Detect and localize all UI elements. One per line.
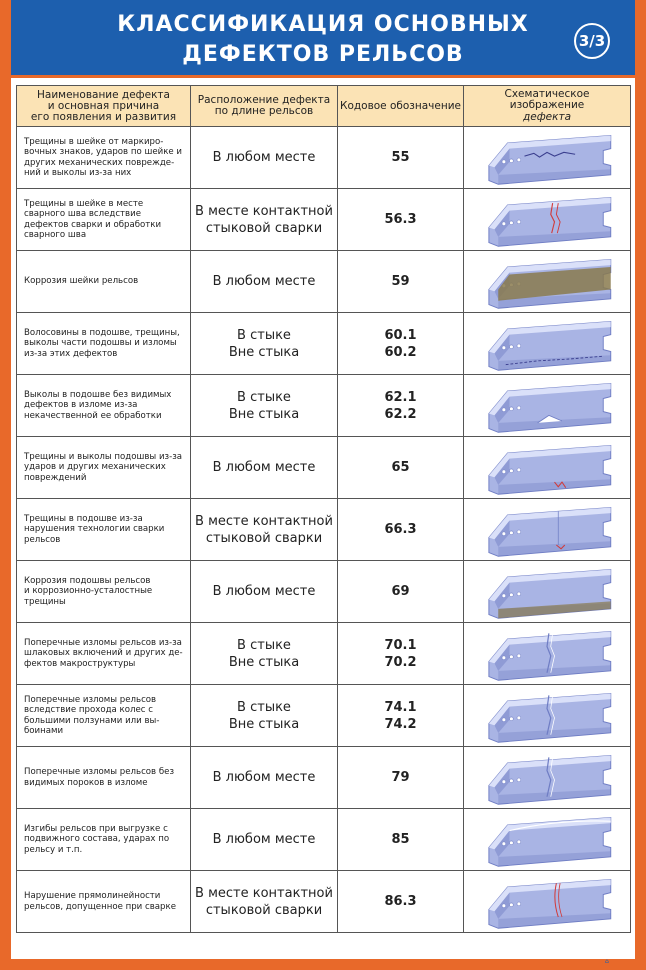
defect-name-line: Выколы в подошве без видимых [24,389,172,400]
defect-code [338,375,464,436]
rail-foot-crack-icon [467,438,627,498]
defect-image-cell [464,747,630,808]
rail-weld-crack-icon [467,190,627,250]
defect-name-line: сварного шва [24,230,87,240]
defect-name-line: Коррозия подошвы рельсов [24,575,151,586]
defect-location-line: Вне стыка [228,654,300,670]
col-header-location [191,86,338,126]
defect-location-line: В месте контактной [195,513,333,529]
defect-code [338,623,464,684]
defect-location [191,127,338,188]
defect-image-cell [464,127,630,188]
defect-location-line: В любом месте [212,460,316,475]
page-badge: 3/3 [574,23,610,59]
defect-name-line: рельсов [24,534,61,545]
defect-location [191,561,338,622]
defect-code-value: 62.2 [384,406,417,422]
table-row [16,499,631,561]
rail-foot-corrosion-icon [467,562,627,622]
defect-code-value: 55 [391,150,410,165]
table-row [16,375,631,437]
defect-location [191,623,338,684]
defect-code [338,499,464,560]
defect-name-line: шлаковых включений и других де- [24,648,183,659]
defect-name-line: Поперечные изломы рельсов из-за [24,637,182,648]
defect-code-value: 74.2 [384,716,417,732]
col-header-image-line: Схематическое [504,88,590,100]
defect-location-line: В стыке [237,699,291,715]
defect-name-line: боинами [24,726,64,736]
defect-code-value: 65 [391,460,410,475]
defect-name-line: рельсов, допущенное при сварке [24,901,176,912]
defect-location-line: Вне стыка [228,406,300,422]
defect-name [17,747,191,808]
defect-location-line: Вне стыка [228,716,300,732]
table-row [16,871,631,933]
defect-code-value: 66.3 [384,522,417,537]
defect-image-cell [464,313,630,374]
orange-frame-right [635,0,646,970]
defect-name-line: Коррозия шейки рельсов [24,276,139,287]
defect-location-line: В любом месте [212,832,316,847]
defect-name-line: ударов и других механических [24,462,166,473]
defect-location-line: стыковой сварки [205,530,323,546]
defect-location-line: В месте контактной [195,203,333,219]
defect-name-line: Волосовины в подошве, трещины, [24,327,180,338]
rail-foot-weld-crack-icon [467,500,627,560]
defect-name [17,809,191,870]
poster-header [11,0,635,78]
defect-image-cell [464,871,630,932]
defect-location-line: В стыке [237,637,291,653]
defect-location-line: Вне стыка [228,344,300,360]
table-row [16,313,631,375]
title-line-2: ДЕФЕКТОВ РЕЛЬСОВ [182,42,464,67]
defect-image-cell [464,251,630,312]
defect-location [191,313,338,374]
defect-image-cell [464,809,630,870]
defect-name-line: дефектов в изломе из-за [24,400,138,411]
table-row [16,623,631,685]
defect-code-value: 86.3 [384,894,417,909]
defect-image-cell [464,685,630,746]
defect-image-cell [464,375,630,436]
defect-name-line: Поперечные изломы рельсов [24,694,157,705]
rail-transverse-break-icon [467,748,627,808]
defect-name-line: вследствие прохода колес с [24,705,153,715]
defect-name-line: большими ползунами или вы- [24,715,160,726]
col-header-location-line: по длине рельсов [214,105,314,117]
rail-transverse-break-icon [467,686,627,746]
defect-code [338,189,464,250]
defect-code-value: 85 [391,832,410,847]
defect-name-line: Трещины и выколы подошвы из-за [24,451,183,462]
defect-code-value: 70.1 [384,637,417,653]
defect-location-line: В любом месте [212,274,316,289]
table-row [16,437,631,499]
rail-bend-icon [467,810,627,870]
defect-code [338,437,464,498]
defect-name-line: Изгибы рельсов при выгрузке с [24,823,168,834]
table-row [16,251,631,313]
defect-location-line: стыковой сварки [205,902,323,918]
defect-image-cell [464,623,630,684]
defect-code [338,747,464,808]
defect-image-cell [464,561,630,622]
rail-foot-chip-icon [467,376,627,436]
defect-name-line: выколы части подошвы и изломы [24,338,177,349]
defect-code-value: 60.1 [384,327,417,343]
defect-code [338,871,464,932]
defect-name-line: и коррозионно-усталостные [24,586,153,597]
defect-name-line: ний и выколы из-за них [24,168,132,178]
defect-code [338,561,464,622]
defect-location [191,685,338,746]
table-row [16,809,631,871]
defect-name-line: повреждений [24,472,87,483]
defect-code-value: 74.1 [384,699,417,715]
defect-location-line: В месте контактной [195,885,333,901]
table-row [16,685,631,747]
defect-location [191,871,338,932]
defect-name-line: трещины [24,596,66,607]
defect-name-line: некачественной ее обработки [24,410,162,421]
col-header-image [464,86,630,126]
defect-name [17,623,191,684]
defect-location [191,375,338,436]
defect-image-cell [464,437,630,498]
defect-location [191,499,338,560]
defect-code [338,685,464,746]
defect-code-value: 60.2 [384,344,417,360]
defect-location [191,437,338,498]
defect-location [191,251,338,312]
defect-name [17,313,191,374]
defect-code-value: 79 [391,770,410,785]
defect-code [338,127,464,188]
defect-name-line: нарушения технологии сварки [24,524,165,535]
orange-frame-bottom [0,959,646,970]
defect-code [338,809,464,870]
col-header-name-line: и основная причина [47,99,160,112]
table-header [16,85,631,127]
defect-code-value: 56.3 [384,212,417,227]
defect-name [17,189,191,250]
defect-image-cell [464,499,630,560]
rail-transverse-break-icon [467,624,627,684]
rail-weld-kink-icon [467,872,627,932]
defect-name-line: дефектов сварки и обработки [24,219,162,230]
rail-web-corrosion-icon [467,252,627,312]
defect-code-value: 70.2 [384,654,417,670]
defect-name-line: фектов макроструктуры [24,658,136,669]
defect-name-line: вочных знаков, ударов по шейке и [24,147,182,157]
defect-location [191,809,338,870]
col-header-name-line: Наименование дефекта [37,88,170,101]
defect-name-line: Трещины в шейке от маркиро- [24,136,164,147]
defect-name [17,871,191,932]
defect-name [17,127,191,188]
defect-code-value: 59 [391,274,410,289]
defect-name [17,437,191,498]
defect-code [338,313,464,374]
table-row [16,747,631,809]
defect-name [17,561,191,622]
defect-name-line: рельсу и т.п. [24,844,83,855]
defect-location-line: В любом месте [212,770,316,785]
defect-code-value: 62.1 [384,389,417,405]
defect-name [17,251,191,312]
col-header-code: Кодовое обозначение [338,86,464,126]
defect-code-value: 69 [391,584,410,599]
defect-name [17,685,191,746]
defect-name-line: видимых пороков в изломе [24,777,148,788]
defect-code [338,251,464,312]
defect-name-line: Нарушение прямолинейности [24,891,161,901]
defect-location-line: В любом месте [212,150,316,165]
defect-location-line: стыковой сварки [205,220,323,236]
defect-location-line: В стыке [237,327,291,343]
defect-name [17,375,191,436]
rail-web-crack-icon [467,128,627,188]
defect-location-line: В стыке [237,389,291,405]
defect-location [191,189,338,250]
defect-name-line: Поперечные изломы рельсов без [24,767,175,777]
orange-frame-left [0,0,11,970]
defect-name-line: из-за этих дефектов [24,348,118,359]
defect-name-line: других механических поврежде- [24,157,175,168]
col-header-location-line: Расположение дефекта [197,94,331,106]
title-line-1: КЛАССИФИКАЦИЯ ОСНОВНЫХ [117,12,529,37]
rail-foot-seam-icon [467,314,627,374]
col-header-name-line: его появления и развития [30,110,177,123]
defect-location [191,747,338,808]
defect-name-line: сварного шва вследствие [24,209,141,219]
col-header-name [17,86,191,126]
table-row [16,127,631,189]
table-row [16,561,631,623]
defect-name-line: Трещины в подошве из-за [24,513,143,524]
defect-name-line: Трещины в шейке в месте [24,198,144,209]
defect-image-cell [464,189,630,250]
col-header-image-line: изображение [509,99,585,111]
col-header-image-line: дефекта [522,111,572,123]
table-row [16,189,631,251]
defect-name-line: подвижного состава, ударах по [24,834,170,845]
defect-name [17,499,191,560]
publisher-logo: ⌂ [605,958,609,965]
defect-location-line: В любом месте [212,584,316,599]
